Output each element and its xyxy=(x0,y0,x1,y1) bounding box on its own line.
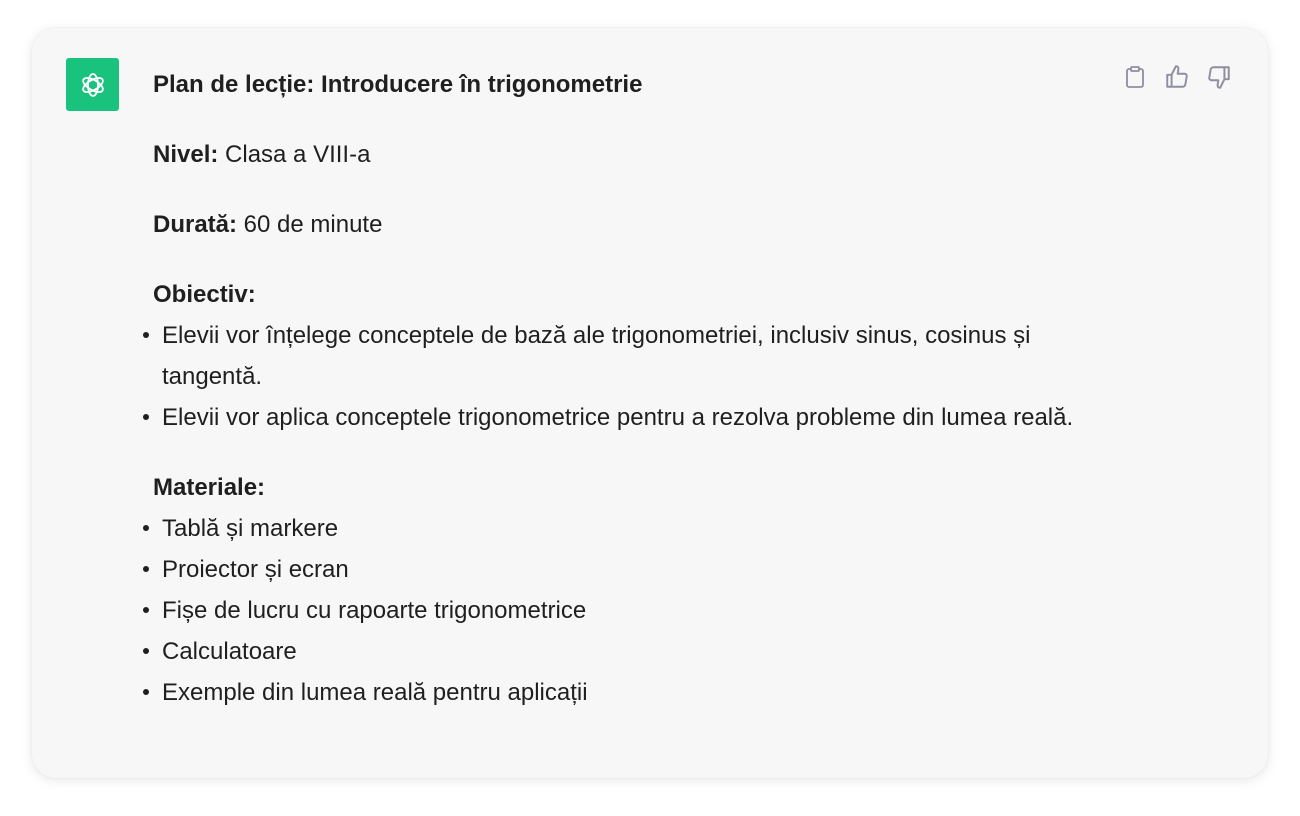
duration-line xyxy=(153,204,1153,245)
level-value: Clasa a VIII-a xyxy=(218,141,371,168)
level-label: Nivel: xyxy=(153,141,219,168)
list-item: Elevii vor înțelege conceptele de bază ale trigonometriei, inclusiv sinus, cosinus și tangentă. xyxy=(141,315,1082,397)
list-item: Exemple din lumea reală pentru aplicații xyxy=(141,672,1141,713)
list-item: Calculatoare xyxy=(141,631,1141,672)
message-content xyxy=(153,64,1153,713)
thumbs-down-button[interactable] xyxy=(1204,62,1234,92)
list-item: Proiector și ecran xyxy=(141,549,1141,590)
materials-heading: Materiale: xyxy=(153,474,266,501)
level-line xyxy=(153,134,1153,175)
duration-value: 60 de minute xyxy=(237,211,383,238)
lesson-title: Plan de lecție: Introducere în trigonometrie xyxy=(153,71,643,98)
objective-heading: Obiectiv: xyxy=(153,281,256,308)
list-item: Elevii vor aplica conceptele trigonometrice pentru a rezolva probleme din lumea reală. xyxy=(141,397,1141,438)
materials-list xyxy=(141,508,1141,713)
list-item: Fișe de lucru cu rapoarte trigonometrice xyxy=(141,590,1141,631)
duration-label: Durată: xyxy=(153,211,238,238)
thumbs-up-button[interactable] xyxy=(1162,62,1192,92)
objectives-list xyxy=(141,315,1141,438)
list-item: Tablă și markere xyxy=(141,508,1141,549)
thumbs-down-icon xyxy=(1206,64,1232,90)
thumbs-up-icon xyxy=(1164,64,1190,90)
assistant-message-card xyxy=(32,28,1268,778)
openai-logo-icon xyxy=(78,70,108,100)
assistant-avatar xyxy=(66,58,119,111)
